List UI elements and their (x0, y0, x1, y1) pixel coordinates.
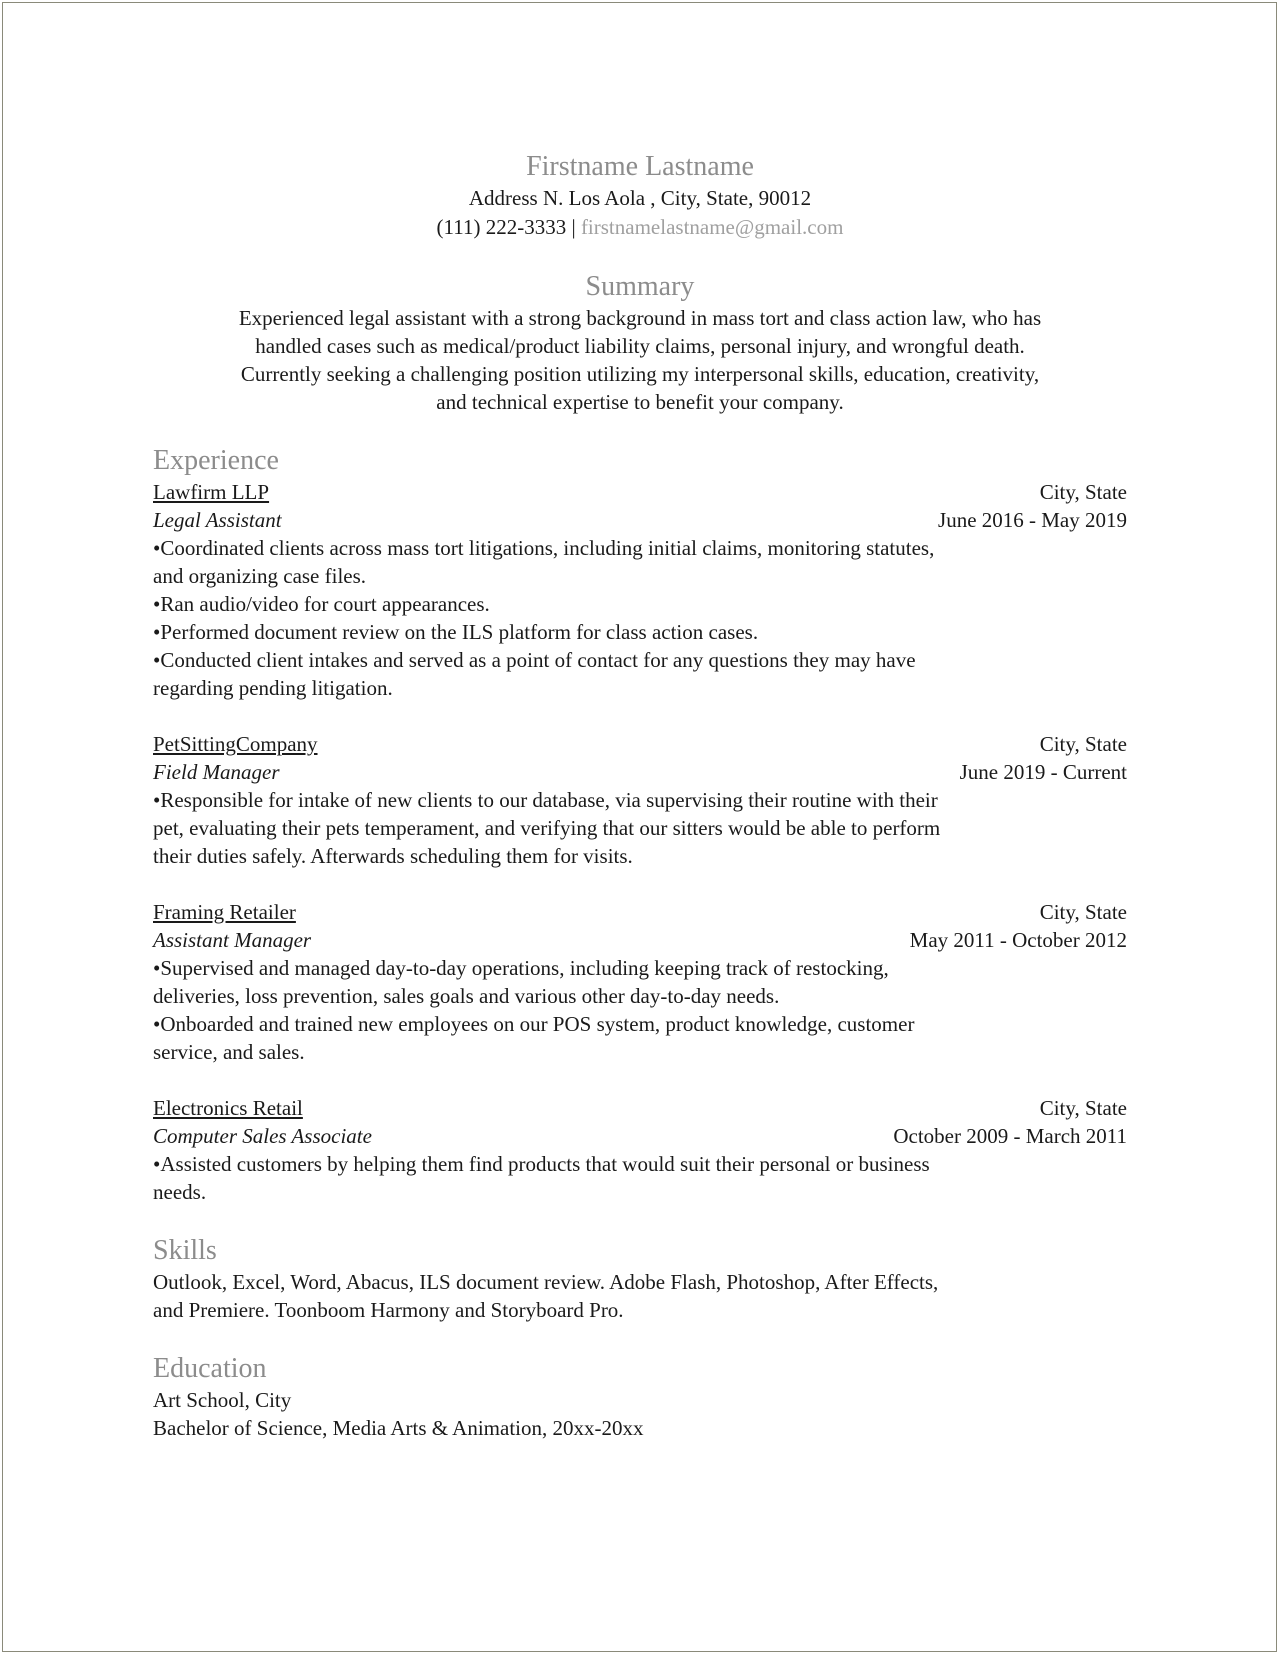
job-header-row (153, 898, 1127, 926)
resume-document (153, 150, 1127, 1442)
job-duty-line: •Performed document review on the ILS platform for class action cases. (153, 620, 759, 644)
summary-text (153, 304, 1127, 416)
job-duty-line: •Ran audio/video for court appearances. (153, 592, 490, 616)
summary-line: and technical expertise to benefit your company. (436, 390, 844, 414)
education-school: Art School, City (153, 1388, 292, 1412)
job-header-row (153, 730, 1127, 758)
job-header-row (153, 1094, 1127, 1122)
job-title: Computer Sales Associate (153, 1124, 372, 1148)
education-degree: Bachelor of Science, Media Arts & Animation, 20xx-20xx (153, 1416, 644, 1440)
job-entry-framing (153, 898, 1127, 1066)
education-heading: Education (153, 1353, 267, 1384)
job-role-row (153, 506, 1127, 534)
job-duty-line: •Assisted customers by helping them find products that would suit their personal or business (153, 1152, 930, 1176)
summary-line: Experienced legal assistant with a strong background in mass tort and class action law, who has (238, 306, 1042, 330)
job-header-row (153, 478, 1127, 506)
summary-line: handled cases such as medical/product liability claims, personal injury, and wrongful death. (255, 334, 1025, 358)
job-duty-line: pet, evaluating their pets temperament, and verifying that our sitters would be able to perform (153, 816, 941, 840)
job-location: City, State (1039, 480, 1127, 504)
address-line: Address N. Los Aola , City, State, 90012 (468, 186, 812, 210)
job-title: Assistant Manager (153, 928, 312, 952)
contact-separator: | (566, 215, 581, 239)
job-duty-line: needs. (153, 1180, 207, 1204)
job-role-row (153, 758, 1127, 786)
job-entry-lawfirm (153, 478, 1127, 702)
skills-line: and Premiere. Toonboom Harmony and Storyboard Pro. (153, 1298, 624, 1322)
company-name: PetSittingCompany (153, 732, 318, 756)
job-duty-line: •Coordinated clients across mass tort litigations, including initial claims, monitoring statutes, (153, 536, 935, 560)
job-title: Legal Assistant (153, 508, 282, 532)
skills-line: Outlook, Excel, Word, Abacus, ILS document review. Adobe Flash, Photoshop, After Effects, (153, 1270, 939, 1294)
job-duty-line: •Onboarded and trained new employees on our POS system, product knowledge, customer (153, 1012, 915, 1036)
job-title: Field Manager (153, 760, 280, 784)
job-dates: October 2009 - March 2011 (893, 1124, 1127, 1148)
contact-line (153, 213, 1127, 242)
job-duty-line: deliveries, loss prevention, sales goals and various other day-to-day needs. (153, 984, 780, 1008)
job-location: City, State (1039, 732, 1127, 756)
job-role-row (153, 926, 1127, 954)
summary-heading: Summary (585, 271, 695, 302)
job-duty-line: •Supervised and managed day-to-day operations, including keeping track of restocking, (153, 956, 889, 980)
candidate-name: Firstname Lastname (526, 151, 754, 182)
job-dates: June 2016 - May 2019 (938, 508, 1127, 532)
resume-header (153, 150, 1127, 242)
phone-number: (111) 222-3333 (436, 215, 567, 239)
company-name: Lawfirm LLP (153, 480, 270, 504)
job-dates: May 2011 - October 2012 (909, 928, 1127, 952)
summary-line: Currently seeking a challenging position utilizing my interpersonal skills, education, creativity, (240, 362, 1040, 386)
job-location: City, State (1039, 900, 1127, 924)
job-duty-line: •Responsible for intake of new clients to our database, via supervising their routine with their (153, 788, 938, 812)
job-duty-line: their duties safely. Afterwards scheduling them for visits. (153, 844, 633, 868)
company-name: Electronics Retail (153, 1096, 303, 1120)
job-dates: June 2019 - Current (959, 760, 1127, 784)
job-duty-line: service, and sales. (153, 1040, 305, 1064)
job-entry-petsitting (153, 730, 1127, 870)
experience-heading: Experience (153, 445, 279, 476)
job-duty-line: regarding pending litigation. (153, 676, 393, 700)
job-location: City, State (1039, 1096, 1127, 1120)
skills-heading: Skills (153, 1235, 217, 1266)
job-duty-line: •Conducted client intakes and served as a point of contact for any questions they may have (153, 648, 916, 672)
email-address[interactable]: firstnamelastname@gmail.com (580, 215, 844, 239)
job-duty-line: and organizing case files. (153, 564, 367, 588)
job-entry-electronics (153, 1094, 1127, 1206)
company-name: Framing Retailer (153, 900, 296, 924)
job-role-row (153, 1122, 1127, 1150)
